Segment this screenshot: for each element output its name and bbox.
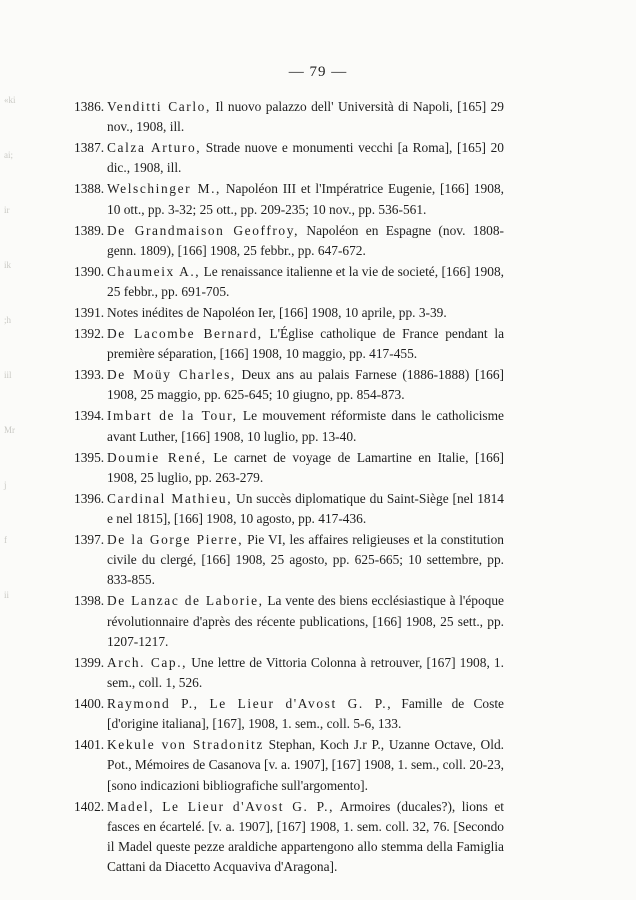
entry-author: Chaumeix A., — [107, 263, 201, 279]
list-item — [74, 324, 504, 364]
list-item — [74, 179, 504, 219]
show-through-marks: «ki ai; ir ik ;h iil Mr j f ii — [4, 95, 16, 600]
entry-number: 1388. — [74, 181, 105, 197]
entry-number: 1393. — [74, 367, 105, 383]
entry-author: Imbart de la Tour, — [107, 408, 238, 424]
entry-author: Venditti Carlo, — [107, 99, 211, 114]
entry-text — [107, 406, 504, 446]
entry-number: 1397. — [74, 532, 105, 548]
entry-number: 1390. — [74, 263, 105, 279]
entry-body: Une lettre de Vittoria Colonna à retrouver, [167] 1908, 1. sem., coll. 1, 526. — [107, 654, 504, 691]
entry-body: La vente des biens ecclésiastique à l'époque révolutionnaire d'après des récente publications, [166] 1908, 25 sett., pp. 1207-1217. — [107, 593, 504, 649]
entry-author: Raymond P., Le Lieur d'Avost G. P., — [107, 696, 393, 712]
entry-author: Madel, Le Lieur d'Avost G. P., — [107, 798, 335, 814]
entry-number: 1396. — [74, 490, 105, 506]
list-item — [74, 694, 504, 734]
entry-body: L'Église catholique de France pendant la première séparation, [166] 1908, 10 maggio, pp. 417-455. — [107, 326, 505, 362]
list-item — [74, 735, 504, 796]
entry-author: De la Gorge Pierre, — [107, 532, 244, 548]
entry-author: Cardinal Mathieu, — [107, 490, 233, 506]
entry-text — [107, 324, 504, 364]
list-item — [74, 406, 504, 446]
entry-number: 1402. — [74, 798, 105, 814]
entry-author: Kekule von Stradonitz — [107, 737, 264, 753]
entry-body: Deux ans au palais Farnese (1886-1888) [166] 1908, 25 maggio, pp. 625-645; 10 giugno, pp. 854-873. — [107, 367, 504, 403]
entry-text — [107, 221, 504, 261]
entry-number: 1399. — [74, 654, 105, 670]
entry-number: 1394. — [74, 408, 105, 424]
entry-number: 1391. — [74, 305, 105, 321]
entry-text — [107, 262, 504, 302]
entry-author: De Lanzac de Laborie, — [107, 593, 264, 609]
entry-number: 1387. — [74, 140, 105, 156]
entry-author: Doumie René, — [107, 449, 207, 465]
entry-body: Le renaissance italienne et la vie de societé, [166] 1908, 25 febbr., pp. 691-705. — [107, 263, 504, 300]
list-item — [74, 262, 504, 302]
entry-number: 1386. — [74, 99, 105, 114]
entry-body: Armoires (ducales?), lions et fasces en écartelé. [v. a. 1907], [167] 1908, 1. sem. coll. 32, 76. [Secondo il Madel queste pezze araldiche appartengono allo stemma della Famiglia Cattani da Diacetto Acquaviva d'Aragona]. — [107, 798, 504, 875]
entry-author: De Grandmaison Geoffroy, — [107, 222, 300, 238]
entry-text — [107, 591, 504, 652]
entry-text — [107, 489, 504, 529]
entry-text — [107, 365, 504, 405]
entry-number: 1400. — [74, 696, 105, 712]
entry-author: Welschinger M., — [107, 181, 222, 197]
entry-text — [107, 530, 504, 591]
entry-text — [107, 97, 504, 137]
entry-text — [107, 448, 504, 488]
entry-text — [107, 653, 504, 693]
list-item — [74, 365, 504, 405]
list-item — [74, 303, 504, 323]
entry-number: 1392. — [74, 326, 105, 342]
entry-author: De Moüy Charles, — [107, 367, 236, 383]
page-number: — 79 — — [288, 64, 348, 80]
entry-body: Famille de Coste [d'origine italiana], [167], 1908, 1. sem., coll. 5-6, 133. — [107, 696, 504, 732]
entry-body: Strade nuove e monumenti vecchi [a Roma], [165] 20 dic., 1908, ill. — [107, 140, 505, 176]
list-item — [74, 221, 504, 261]
entry-text — [107, 694, 504, 734]
entry-number: 1401. — [74, 737, 105, 753]
list-item — [74, 448, 504, 488]
list-item — [74, 97, 504, 137]
entry-text — [107, 797, 504, 878]
list-item — [74, 591, 504, 652]
list-item — [74, 530, 504, 591]
entry-body: Pie VI, les affaires religieuses et la constitution civile du clergé, [166] 1908, 25 agosto, pp. 625-665; 10 settembre, pp. 833-855. — [107, 532, 504, 588]
entry-text — [107, 179, 504, 219]
entry-body: Napoléon en Espagne (nov. 1808-genn. 1809), [166] 1908, 25 febbr., pp. 647-672. — [107, 222, 505, 258]
entry-body: Le mouvement réformiste dans le catholicisme avant Luther, [166] 1908, 10 luglio, pp. 13-40. — [107, 408, 504, 444]
entry-number: 1389. — [74, 222, 105, 238]
entry-body: Napoléon III et l'Impératrice Eugenie, [166] 1908, 10 ott., pp. 3-32; 25 ott., pp. 209-235; 10 nov., pp. 536-561. — [107, 181, 504, 217]
entry-body: Notes inédites de Napoléon Ier, [166] 1908, 10 aprile, pp. 3-39. — [107, 305, 447, 321]
list-item — [74, 653, 504, 693]
bibliography-list — [74, 97, 504, 878]
entry-number: 1398. — [74, 593, 105, 609]
entry-author: Calza Arturo, — [107, 140, 202, 156]
list-item — [74, 489, 504, 529]
entry-text — [107, 303, 504, 323]
list-item — [74, 797, 504, 878]
entry-text — [107, 138, 504, 178]
entry-body: Stephan, Koch J.r P., Uzanne Octave, Old. Pot., Mémoires de Casanova [v. a. 1907], [167] 1908, 1. sem., coll. 20-23, [sono indicazioni bibliografiche sull'argomento]. — [107, 737, 504, 793]
entry-body: Un succès diplomatique du Saint-Siège [nel 1814 e nel 1815], [166] 1908, 10 agosto, pp. 417-436. — [107, 490, 504, 527]
entry-number: 1395. — [74, 449, 105, 465]
entry-body: Il nuovo palazzo dell' Università di Napoli, [165] 29 nov., 1908, ill. — [107, 99, 504, 135]
entry-text — [107, 735, 504, 796]
list-item — [74, 138, 504, 178]
entry-author: Arch. Cap., — [107, 654, 188, 670]
entry-author: De Lacombe Bernard, — [107, 326, 263, 342]
entry-body: Le carnet de voyage de Lamartine en Italie, [166] 1908, 25 luglio, pp. 263-279. — [107, 449, 505, 485]
